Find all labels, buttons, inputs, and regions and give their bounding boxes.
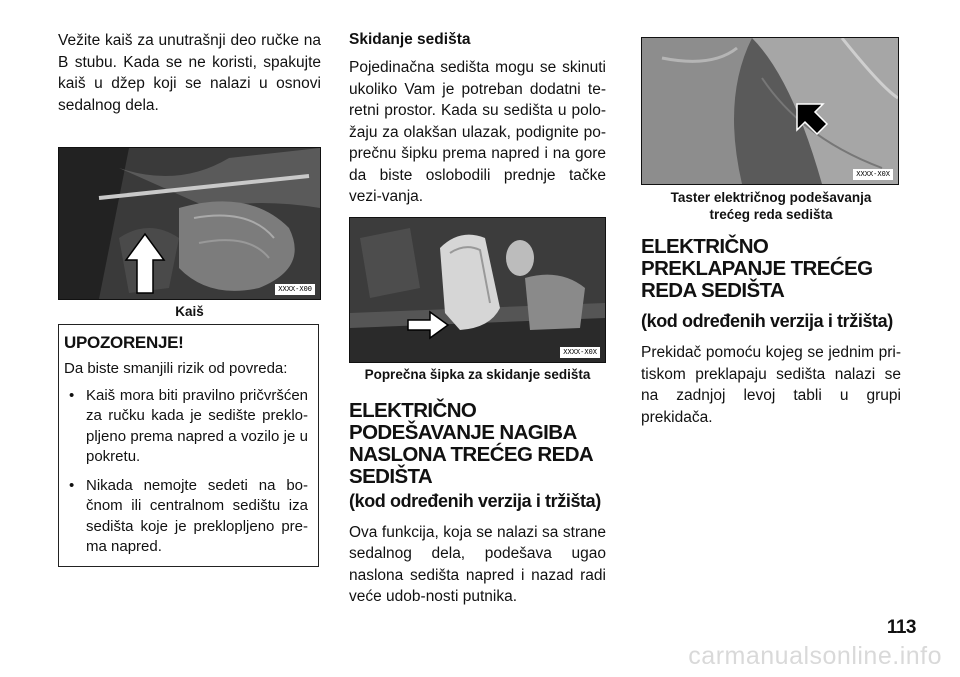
- section-heading-line: REDA SEDIŠTA: [641, 279, 785, 302]
- seat-removal-paragraph: Pojedinačna sedišta mogu se skinuti ukoliko Vam je potreban dodatni te-retni prostor. Kada su sedišta u polo-žaju za olakšan ulazak, podignite po-prečnu šipku prema napred i na gore da biste oslobodili prednje tačke vezi-vanja.: [349, 59, 606, 205]
- strap-photo: [58, 147, 321, 300]
- switch-photo: [641, 37, 899, 185]
- warning-box: [58, 324, 319, 567]
- crossbar-photo-illustration: [350, 218, 605, 362]
- column-right: [641, 30, 901, 428]
- warning-item: • Kaiš mora biti pravilno pričvršćen za ručku kada je sedište preklo-pljeno prema napred a vozilo je u pokretu.: [64, 386, 308, 468]
- section-heading-line: NASLONA TREĆEG REDA: [349, 442, 594, 466]
- page-number: 113: [886, 617, 916, 638]
- warning-item: • Nikada nemojte sedeti na bo-čnom ili centralnom sedištu iza sedišta koje je preklopljeno pre-ma napred.: [64, 476, 308, 558]
- warning-list: [64, 386, 308, 558]
- fold-section: [641, 236, 901, 428]
- column-left: [58, 30, 321, 320]
- section-subhead: Skidanje sedišta: [349, 31, 471, 48]
- watermark: carmanualsonline.info: [688, 642, 942, 670]
- switch-photo-illustration: [642, 38, 898, 184]
- fold-paragraph: Prekidač pomoću kojeg se jednim pri-tiskom preklapaju sedišta nalazi se na zadnjoj levoj tabli u grupi prekidača.: [641, 344, 901, 426]
- warning-intro: Da biste smanjili rizik od povreda:: [64, 360, 288, 377]
- section-subheading: (kod određenih verzija i tržišta): [349, 490, 601, 511]
- strap-photo-caption: Kaiš: [175, 304, 204, 319]
- photo-code: XXXX-X0X: [560, 347, 600, 358]
- photo-code: XXXX-X00: [275, 284, 315, 295]
- photo-code: XXXX-X0X: [853, 169, 893, 180]
- switch-photo-caption-line: trećeg reda sedišta: [709, 207, 833, 222]
- crossbar-photo: [349, 217, 606, 363]
- switch-photo-caption-line: Taster električnog podešavanja: [670, 190, 872, 205]
- recline-paragraph: Ova funkcija, koja se nalazi sa strane sedalnog dela, podešava ugao naslona sedišta napred i nazad radi veće udob-nosti putnika.: [349, 523, 606, 605]
- strap-photo-illustration: [59, 148, 320, 299]
- section-heading-line: SEDIŠTA: [349, 464, 433, 488]
- section-heading-line: PREKLAPANJE TREĆEG: [641, 257, 873, 280]
- section-subheading: (kod određenih verzija i tržišta): [641, 311, 893, 331]
- column-middle: [349, 30, 606, 608]
- section-heading-line: ELEKTRIČNO: [349, 398, 477, 422]
- warning-title: UPOZORENJE!: [64, 333, 184, 352]
- section-heading-line: PODEŠAVANJE NAGIBA: [349, 420, 577, 444]
- recline-section: [349, 400, 606, 608]
- section-heading-line: ELEKTRIČNO: [641, 235, 769, 258]
- crossbar-photo-caption: Poprečna šipka za skidanje sedišta: [364, 366, 591, 382]
- intro-paragraph: Vežite kaiš za unutrašnji deo ručke na B stubu. Kada se ne koristi, spakujte kaiš u džep koji se nalazi u osnovi sedalnog dela.: [58, 32, 321, 114]
